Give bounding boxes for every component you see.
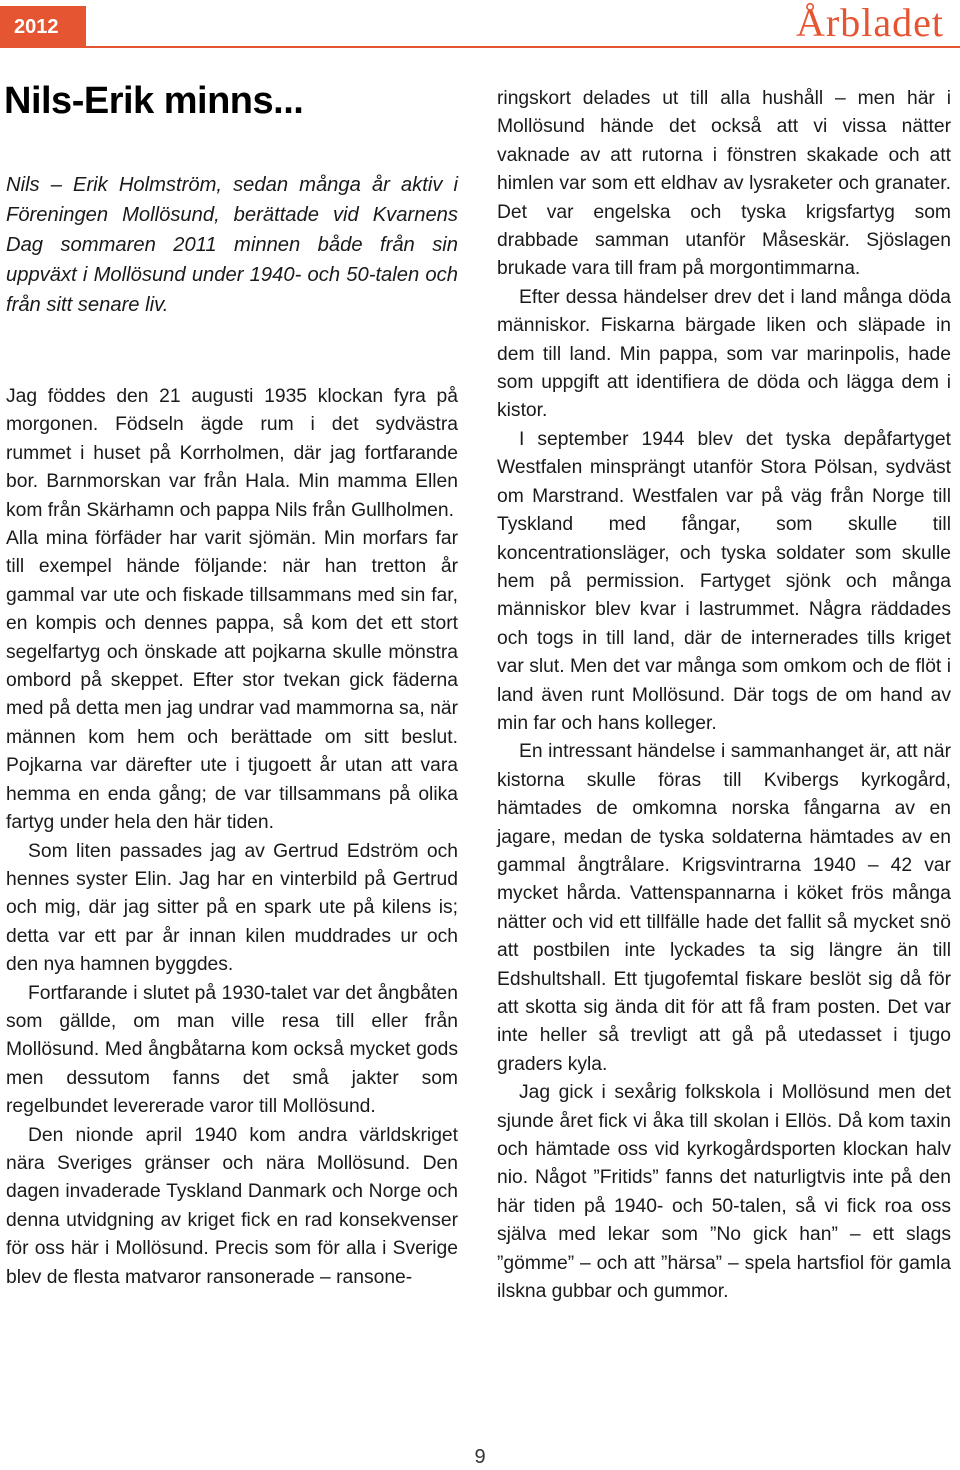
page-header [0,0,960,48]
paragraph: En intressant händelse i sammanhanget är, att när kistorna skulle föras till Kvibergs kyrkogård, hämtades de omkomna norska fångarna av en jagare, medan de tyska soldaterna hämtades av en gammal ångtrålare. Krigsvintrarna 1940 – 42 var mycket hårda. Vattenspannarna i köket frös många nätter och vid ett tillfälle hade det fallit så mycket snö att postbilen inte lyckades ta sig längre än till Edshultshall. Ett tjugofemtal fiskare beslöt sig då för att skotta sig ända dit för att få fram posten. Det var inte heller så trevligt att gå på utedasset i tjugo graders kyla. [497,741,951,1075]
header-rule [86,46,960,48]
article-intro [6,170,458,320]
paragraph: Efter dessa händelser drev det i land många döda människor. Fiskarna bärgade liken och släpade in dem till land. Min pappa, som var marinpolis, hade som uppgift att identifiera de döda och lägga dem i kistor. [497,286,951,422]
paragraph: Som liten passades jag av Gertrud Edström och hennes syster Elin. Jag har en vinterbild på Gertrud och mig, där jag sitter på en spark ute på kilens is; detta var ett par år innan kilen muddrades ur och den nya hamnen byggdes. [6,840,458,976]
left-column [6,383,458,1292]
paragraph: ringskort delades ut till alla hushåll – men här i Mollösund hände det också att vi vissa nätter vaknade av att rutorna i fönstren skakade och att himlen var som ett eldhav av lysraketer och granater. Det var engelska och tyska krigsfartyg som drabbade samman utanför Måseskär. Sjöslagen brukade vara till fram på morgontimmarna. [497,88,951,280]
paragraph: Jag föddes den 21 augusti 1935 klockan fyra på morgonen. Födseln ägde rum i det sydvästra rummet i huset på Korrholmen, där jag fortfarande bor. Barnmorskan var från Hala. Min mamma Ellen kom från Skärhamn och pappa Nils från Gullholmen. [6,386,458,521]
paragraph: Den nionde april 1940 kom andra världskriget nära Sveriges gränser och nära Mollösund. Den dagen invaderade Tyskland Danmark och Norge och denna utvidgning av kriget fick en rad konsekvenser för oss här i Mollösund. Precis som för alla i Sverige blev de flesta matvaror ransonerade – ransone- [6,1124,458,1288]
publication-name: Årbladet [786,0,960,46]
year-tab: 2012 [0,6,86,48]
page-number: 9 [474,1446,486,1468]
paragraph: Fortfarande i slutet på 1930-talet var det ångbåten som gällde, om man ville resa till eller från Mollösund. Med ångbåtarna kom också mycket gods men dessutom fanns det små jakter som regelbundet levererade varor till Mollösund. [6,982,458,1118]
article-title: Nils-Erik minns... [4,80,304,122]
paragraph: I september 1944 blev det tyska depåfartyget Westfalen minsprängt utanför Stora Pölsan, sydväst om Marstrand. Westfalen var på väg från Norge till Tyskland med fångar, som skulle till koncentrationsläger, och tyska soldater som skulle hem på permission. Fartyget sjönk och många människor blev kvar i lastrummet. Några räddades och togs in till land, där de internerades tills kriget var slut. Men det var många som omkom och de flöt i land även runt Mollösund. Där togs de om hand av min far och hans kolleger. [497,428,951,734]
paragraph: Alla mina förfäder har varit sjömän. Min morfars far till exempel hände följande: när han tretton år gammal var ute och fiskade tillsammans med sin far, en kompis och dennes pappa, så kom det ett stort segelfartyg och önskade att pojkarna skulle mönstra ombord på skeppet. Efter stor tvekan gick fäderna med på detta men jag undrar vad mammorna sa, när männen kom hem och berättade om sitt beslut. Pojkarna var därefter ute i tjugoett år utan att vara hemma en enda gång; de var tillsammans på olika fartyg under hela den här tiden. [6,528,458,834]
intro-paragraph: Nils – Erik Holmström, sedan många år aktiv i Föreningen Mollösund, berättade vid Kvarnens Dag sommaren 2011 minnen både från sin uppväxt i Mollösund under 1940- och 50-talen och från sitt senare liv. [6,174,458,316]
paragraph: Jag gick i sexårig folkskola i Mollösund men det sjunde året fick vi åka till skolan i Ellös. Då kom taxin och hämtade oss vid kyrkogårdsporten klockan halv nio. Något ”Fritids” fanns det naturligtvis inte på den här tiden på 1940- och 50-talen, så vi fick roa oss själva med lekar som ”No gick han” – ett slags ”gömme” – och att ”härsa” – spela hartsfiol för gamla ilskna gubbar och gummor. [497,1082,951,1303]
right-column [497,85,951,1306]
